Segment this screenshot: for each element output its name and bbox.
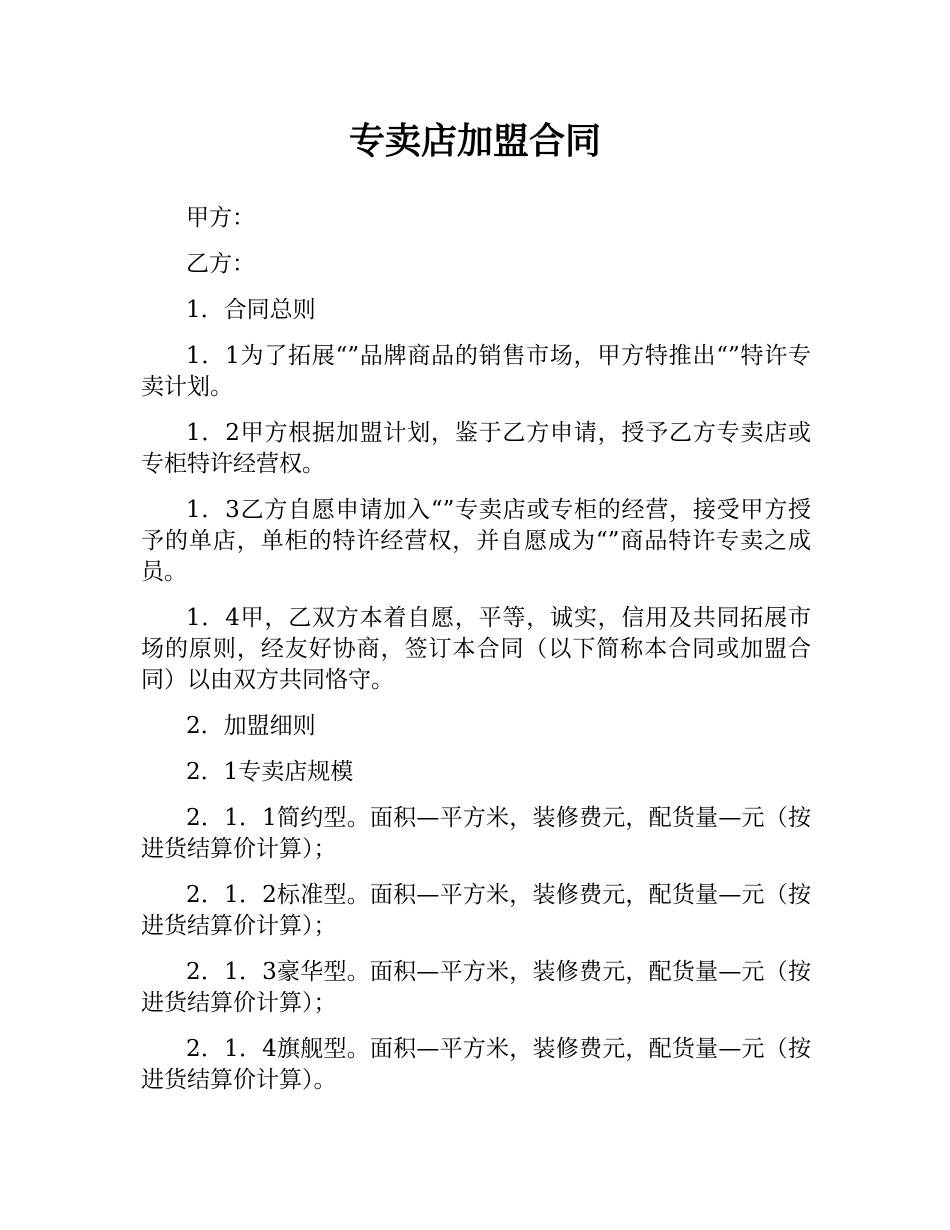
clause-paragraph: 2．1．2标准型。面积—平方米，装修费元，配货量—元（按进货结算价计算）；: [141, 882, 811, 939]
document-title: 专卖店加盟合同: [348, 121, 601, 162]
document-body: [141, 203, 811, 1111]
subsection-heading: 2．1专卖店规模: [186, 759, 354, 785]
clause-paragraph: 1．1为了拓展“”品牌商品的销售市场，甲方特推出“”特许专卖计划。: [141, 343, 811, 400]
party-b-line: 乙方：: [186, 251, 255, 277]
section-heading: 2．加盟细则: [186, 713, 316, 739]
clause-paragraph: 1．3乙方自愿申请加入“”专卖店或专柜的经营，接受甲方授予的单店，单柜的特许经营权，并自愿成为“”商品特许专卖之成员。: [141, 497, 811, 585]
section-heading: 1．合同总则: [186, 297, 316, 323]
party-a-line: 甲方：: [186, 205, 255, 231]
clause-paragraph: 2．1．3豪华型。面积—平方米，装修费元，配货量—元（按进货结算价计算）；: [141, 959, 811, 1016]
clause-paragraph: 2．1．1简约型。面积—平方米，装修费元，配货量—元（按进货结算价计算）；: [141, 805, 811, 862]
clause-paragraph: 2．1．4旗舰型。面积—平方米，装修费元，配货量—元（按进货结算价计算）。: [141, 1036, 811, 1093]
clause-paragraph: 1．2甲方根据加盟计划，鉴于乙方申请，授予乙方专卖店或专柜特许经营权。: [141, 420, 811, 477]
clause-paragraph: 1．4甲，乙双方本着自愿，平等，诚实，信用及共同拓展市场的原则，经友好协商，签订本合同（以下简称本合同或加盟合同）以由双方共同恪守。: [141, 605, 811, 693]
